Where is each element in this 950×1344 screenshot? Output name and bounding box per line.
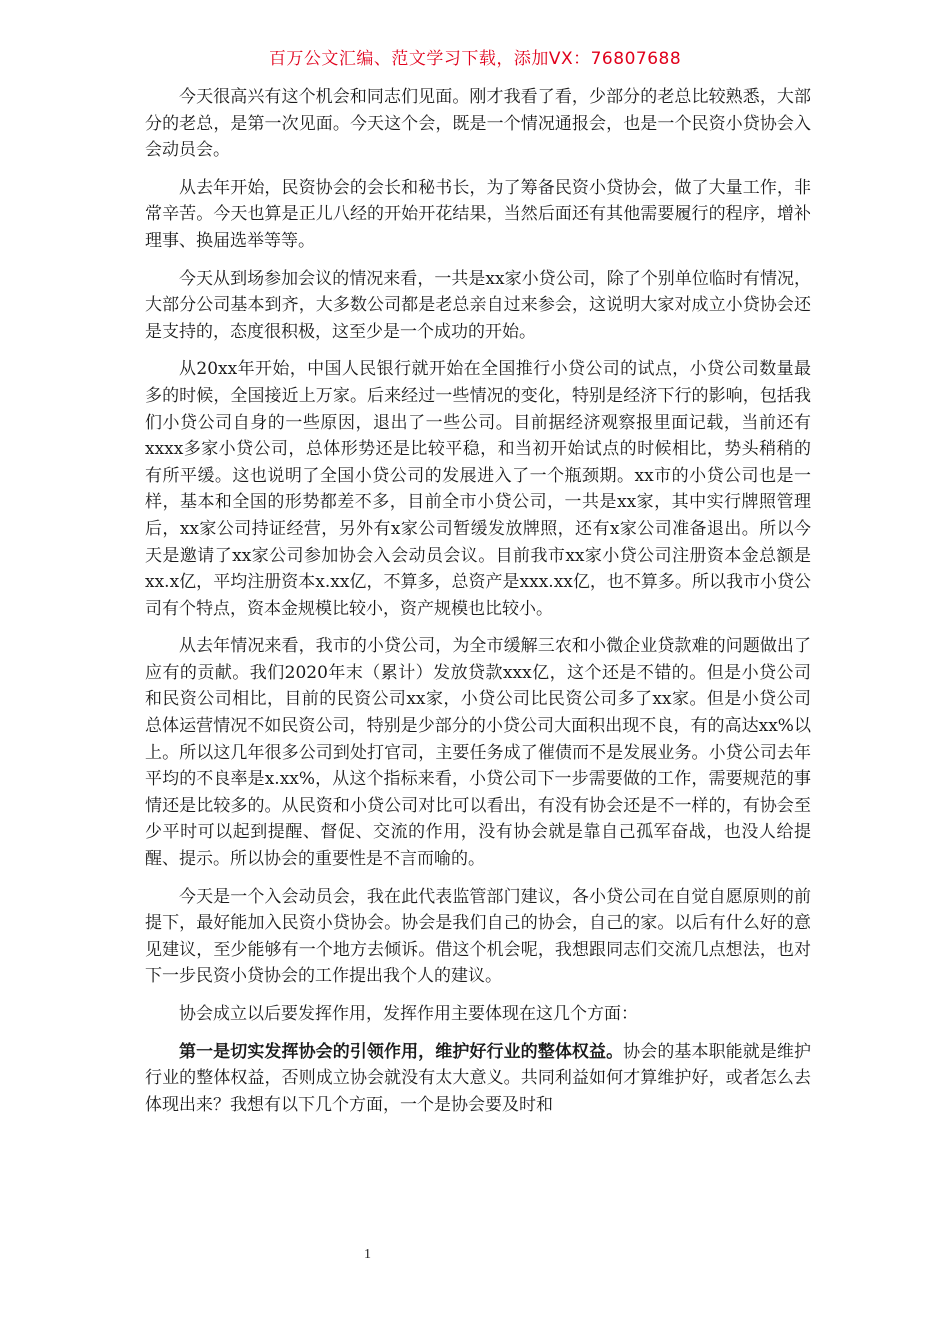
paragraph-4: 从20xx年开始，中国人民银行就开始在全国推行小贷公司的试点，小贷公司数量最多的时候，全国接近上万家。后来经过一些情况的变化，特别是经济下行的影响，包括我们小贷公司自身的一些原因，退出了一些公司。目前据经济观察报里面记载，当前还有xxxx多家小贷公司，总体形势还是比较平稳，和当初开始试点的时候相比，势头稍稍的有所平缓。这也说明了全国小贷公司的发展进入了一个瓶颈期。xx市的小贷公司也是一样，基本和全国的形势都差不多，目前全市小贷公司，一共是xx家，其中实行牌照管理后，xx家公司持证经营，另外有x家公司暂缓发放牌照，还有x家公司准备退出。所以今天是邀请了xx家公司参加协会入会动员会议。目前我市xx家小贷公司注册资本金总额是xx.x亿，平均注册资本x.xx亿，不算多，总资产是xxx.xx亿，也不算多。所以我市小贷公司有个特点，资本金规模比较小，资产规模也比较小。: [145, 359, 811, 619]
paragraph-5: 从去年情况来看，我市的小贷公司，为全市缓解三农和小微企业贷款难的问题做出了应有的贡献。我们2020年末（累计）发放贷款xxx亿，这个还是不错的。但是小贷公司和民资公司相比，目前的民资公司xx家，小贷公司比民资公司多了xx家。但是小贷公司总体运营情况不如民资公司，特别是少部分的小贷公司大面积出现不良，有的高达xx%以上。所以这几年很多公司到处打官司，主要任务成了催债而不是发展业务。小贷公司去年平均的不良率是x.xx%，从这个指标来看，小贷公司下一步需要做的工作，需要规范的事情还是比较多的。从民资和小贷公司对比可以看出，有没有协会还是不一样的，有协会至少平时可以起到提醒、督促、交流的作用，没有协会就是靠自己孤军奋战，也没人给提醒、提示。所以协会的重要性是不言而喻的。: [145, 636, 811, 870]
header-banner: 百万公文汇编、范文学习下载，添加VX：76807688: [268, 49, 682, 69]
paragraph-2: 从去年开始，民资协会的会长和秘书长，为了筹备民资小贷协会，做了大量工作，非常辛苦。今天也算是正儿八经的开始开花结果，当然后面还有其他需要履行的程序，增补理事、换届选举等等。: [145, 177, 811, 251]
paragraph-3: 今天从到场参加会议的情况来看，一共是xx家小贷公司，除了个别单位临时有情况，大部分公司基本到齐，大多数公司都是老总亲自过来参会，这说明大家对成立小贷协会还是支持的，态度很积极，这至少是一个成功的开始。: [145, 268, 811, 342]
document-body: [145, 84, 811, 1129]
page-number: 1: [364, 1247, 371, 1262]
paragraph-8: [145, 1039, 811, 1119]
paragraph-6: 今天是一个入会动员会，我在此代表监管部门建议，各小贷公司在自觉自愿原则的前提下，最好能加入民资小贷协会。协会是我们自己的协会，自己的家。以后有什么好的意见建议，至少能够有一个地方去倾诉。借这个机会呢，我想跟同志们交流几点想法，也对下一步民资小贷协会的工作提出我个人的建议。: [145, 886, 811, 987]
paragraph-7: 协会成立以后要发挥作用，发挥作用主要体现在这几个方面：: [179, 1004, 638, 1024]
paragraph-8-body: 协会的基本职能就是维护行业的整体权益，否则成立协会就没有太大意义。共同利益如何才算维护好，或者怎么去体现出来？我想有以下几个方面，一个是协会要及时和: [145, 1041, 812, 1115]
paragraph-8-bold-lead: 第一是切实发挥协会的引领作用，维护好行业的整体权益。: [179, 1041, 624, 1062]
paragraph-1: 今天很高兴有这个机会和同志们见面。刚才我看了看，少部分的老总比较熟悉，大部分的老总，是第一次见面。今天这个会，既是一个情况通报会，也是一个民资小贷协会入会动员会。: [145, 87, 811, 161]
